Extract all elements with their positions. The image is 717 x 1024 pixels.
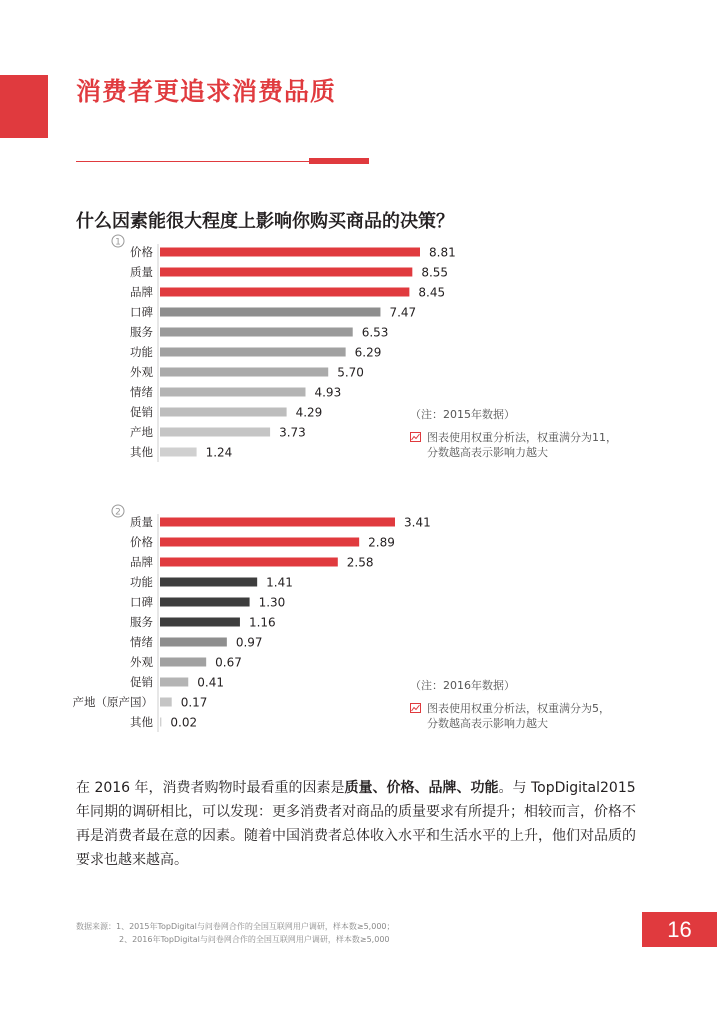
category-label: 价格	[130, 535, 153, 549]
bar-value-label: 1.16	[248, 615, 276, 630]
chart-badge-number: 2	[115, 507, 121, 518]
category-label: 价格	[130, 245, 153, 259]
header-red-block	[0, 75, 48, 138]
category-label: 外观	[130, 365, 153, 379]
chart-badge-number: 1	[115, 237, 121, 248]
category-label: 其他	[130, 715, 153, 729]
category-label: 促销	[130, 675, 153, 689]
bar-value-label: 8.81	[429, 245, 456, 260]
chart-2015-note-line1: 图表使用权重分析法，权重满分为11，	[427, 431, 617, 444]
category-label: 促销	[130, 405, 153, 419]
bar-value-label: 1.24	[205, 445, 233, 460]
category-label: 功能	[130, 345, 153, 359]
bar-value-label: 0.67	[215, 655, 242, 670]
bar	[160, 538, 359, 547]
survey-question: 什么因素能很大程度上影响你购买商品的决策？	[76, 211, 454, 232]
bar	[160, 248, 420, 257]
bar	[160, 288, 409, 297]
bar-value-label: 8.55	[421, 265, 449, 280]
bar	[160, 408, 287, 417]
category-label: 口碑	[130, 595, 153, 609]
bar	[160, 558, 338, 567]
bar-value-label: 2.58	[346, 555, 374, 570]
bar-value-label: 3.41	[404, 515, 431, 530]
bar	[160, 658, 206, 667]
bar	[160, 638, 227, 647]
title-divider-accent	[309, 158, 369, 164]
bar-value-label: 5.70	[337, 365, 364, 380]
chart-icon	[410, 432, 421, 442]
bar-value-label: 8.45	[418, 285, 446, 300]
bar-value-label: 4.29	[295, 405, 323, 420]
page-title: 消费者更追求消费品质	[76, 77, 337, 106]
chart-icon	[410, 703, 421, 713]
summary-text-1: 在 2016 年，消费者购物时最看重的因素是	[76, 780, 345, 796]
bar-value-label: 4.93	[314, 385, 342, 400]
category-label: 情绪	[130, 635, 153, 649]
bar	[160, 678, 188, 687]
data-source-footer	[76, 920, 395, 946]
category-label: 其他	[130, 445, 153, 459]
bar	[160, 328, 353, 337]
bar-value-label: 0.02	[170, 715, 198, 730]
bar-value-label: 6.29	[354, 345, 382, 360]
bar-value-label: 3.73	[279, 425, 306, 440]
chart-2015-note-source: （注：2015年数据）	[410, 408, 515, 421]
bar	[160, 698, 172, 707]
bar	[160, 368, 328, 377]
bar-value-label: 0.17	[180, 695, 208, 710]
summary-highlight: 质量、价格、品牌、功能	[344, 780, 499, 796]
category-label: 品牌	[130, 555, 153, 569]
category-label: 服务	[130, 615, 153, 629]
chart-2016-note-line2: 分数越高表示影响力越大	[427, 717, 548, 730]
chart-2015-note-line2: 分数越高表示影响力越大	[427, 446, 548, 459]
category-label: 情绪	[130, 385, 153, 399]
bar	[160, 348, 346, 357]
category-label: 口碑	[130, 305, 153, 319]
bar	[160, 598, 250, 607]
bar	[160, 428, 270, 437]
bar-value-label: 2.89	[368, 535, 395, 550]
chart-2015-note	[410, 407, 617, 460]
category-label: 产地	[130, 425, 153, 439]
bar-value-label: 7.47	[389, 305, 417, 320]
chart-2016-note	[410, 678, 610, 731]
category-label: 产地（原产国）	[72, 695, 153, 709]
bar	[160, 448, 197, 457]
bar	[160, 718, 161, 727]
chart-2016-note-line1: 图表使用权重分析法，权重满分为5，	[427, 702, 610, 715]
footer-line-2: 2、2016年TopDigital与问卷网合作的全国互联网用户调研，样本数≥5,000	[119, 935, 390, 944]
bar	[160, 518, 395, 527]
summary-paragraph	[76, 776, 646, 872]
page-number: 16	[642, 912, 717, 947]
bar-value-label: 6.53	[361, 325, 389, 340]
category-label: 外观	[130, 655, 153, 669]
bar	[160, 268, 412, 277]
bar-value-label: 1.41	[266, 575, 293, 590]
bar	[160, 388, 305, 397]
bar	[160, 308, 380, 317]
bar-value-label: 0.97	[235, 635, 263, 650]
bar	[160, 578, 257, 587]
bar	[160, 618, 240, 627]
chart-2016-note-source: （注：2016年数据）	[410, 679, 515, 692]
footer-line-1: 数据来源：1、2015年TopDigital与问卷网合作的全国互联网用户调研，样本数≥5,000；	[76, 922, 395, 931]
category-label: 质量	[130, 265, 153, 279]
category-label: 功能	[130, 575, 153, 589]
category-label: 品牌	[130, 285, 153, 299]
category-label: 质量	[130, 515, 153, 529]
bar-value-label: 1.30	[258, 595, 286, 610]
category-label: 服务	[130, 325, 153, 339]
title-divider	[76, 161, 309, 162]
summary-text-2: 。与 TopDigital2015 年同期的调研相比，可以发现：更多消费者对商品的质量要求有所提升；相较而言，价格不再是消费者最在意的因素。随着中国消费者总体收入水平和生活水平的上升，他们对品质的要求也越来越高。	[76, 780, 636, 868]
bar-value-label: 0.41	[197, 675, 224, 690]
